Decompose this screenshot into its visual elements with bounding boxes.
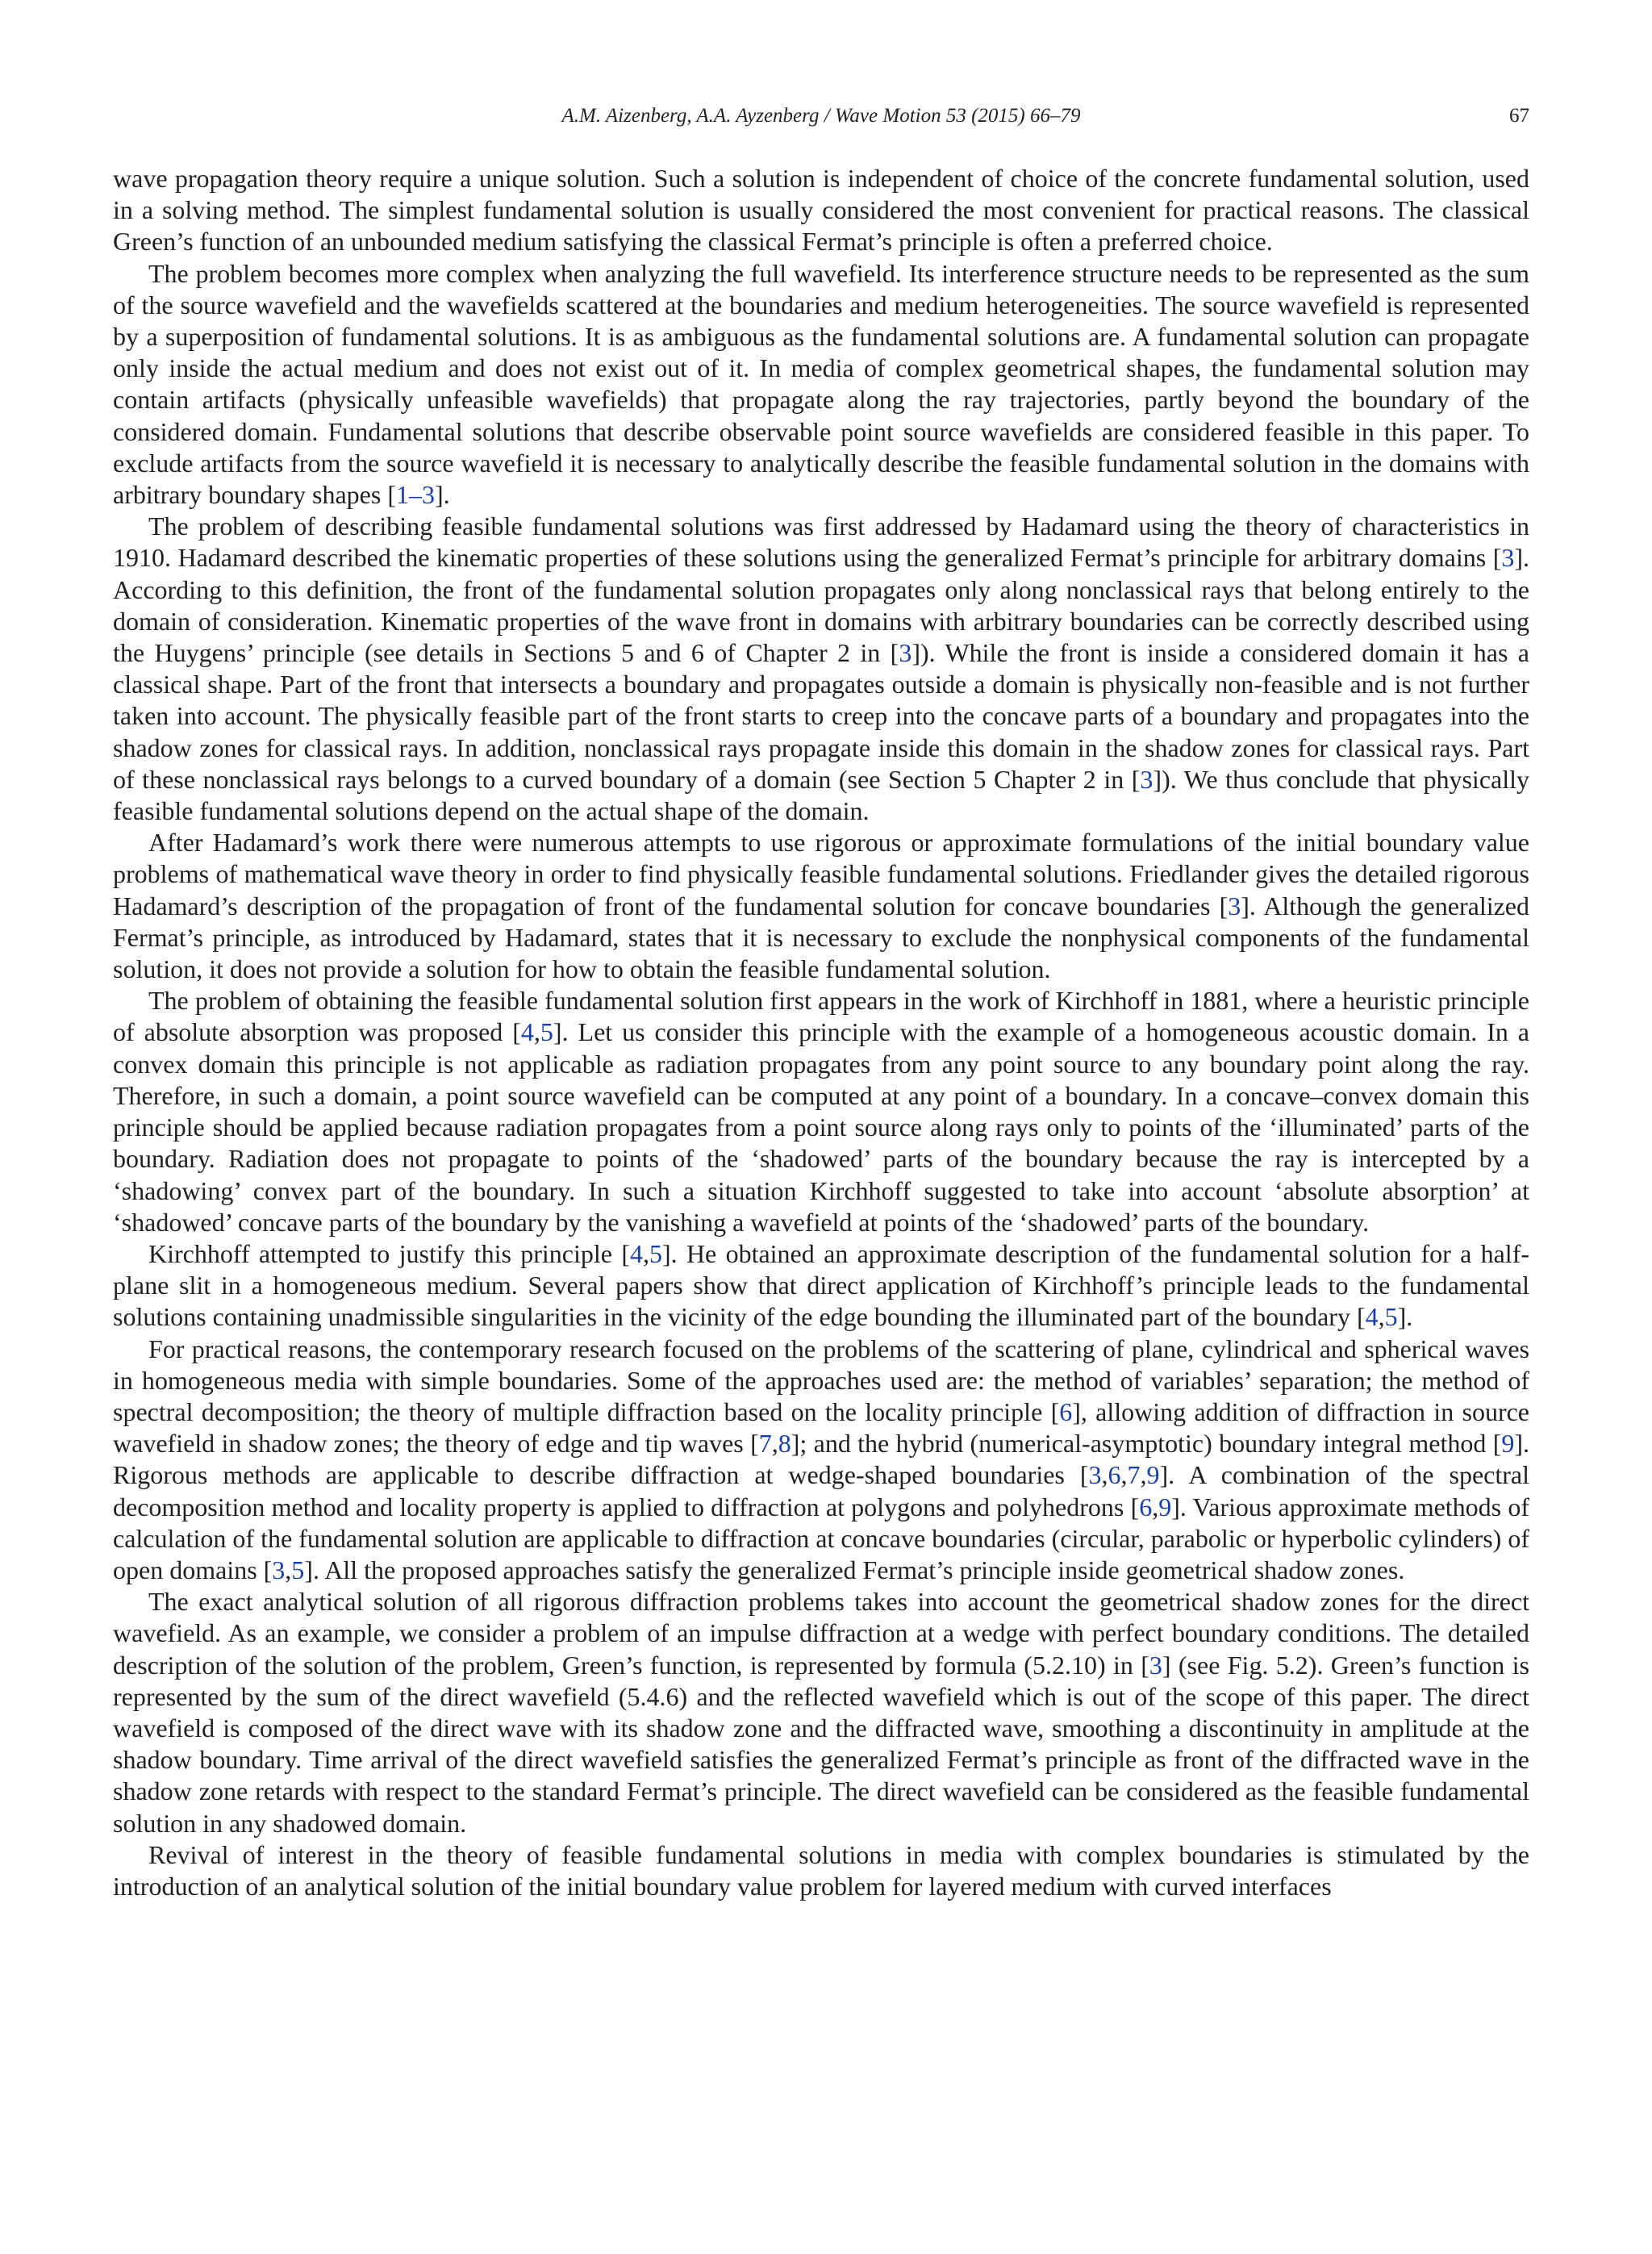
paragraph bbox=[113, 1238, 1529, 1334]
paragraph-text: The problem becomes more complex when analyzing the full wavefield. Its interference structure needs to be represented as the sum of the source wavefield and the wavefields scattered at the boundaries and medium heterogeneities. The source wavefield is represented by a superposition of fundamental solutions. It is as ambiguous as the fundamental solutions are. A fundamental solution can propagate only inside the actual medium and does not exist out of it. In media of complex geometrical shapes, the fundamental solution may contain artifacts (physically unfeasible wavefields) that propagate along the ray trajectories, partly beyond the boundary of the considered domain. Fundamental solutions that describe observable point source wavefields are considered feasible in this paper. To exclude artifacts from the source wavefield it is necessary to analytically describe the feasible fundamental solution in the domains with arbitrary boundary shapes [ bbox=[113, 258, 1529, 510]
citation-link[interactable]: 8 bbox=[778, 1429, 791, 1459]
citation-link[interactable]: 3 bbox=[1228, 891, 1241, 920]
paragraph-text: , bbox=[642, 1238, 649, 1268]
citation-link[interactable]: 4 bbox=[629, 1238, 643, 1268]
citation-link[interactable]: 1–3 bbox=[395, 480, 435, 510]
citation-link[interactable]: 5 bbox=[540, 1017, 553, 1047]
paragraph-text: , bbox=[285, 1555, 292, 1584]
paragraph-text: ]. He obtained an approximate description of the fundamental solution for a half-plane slit in a homogeneous medium. Several papers show that direct application of Kirchhoff’s principle leads to the fundamental solutions containing unadmissible singularities in the vicinity of the edge bounding the illuminated part of the boundary [ bbox=[113, 1238, 1529, 1332]
paragraph-text: ]. According to this definition, the front of the fundamental solution propagates only along nonclassical rays that belong entirely to the domain of consideration. Kinematic properties of the wave front in domains with arbitrary boundaries can be correctly described using the Huygens’ principle (see details in Sections 5 and 6 of Chapter 2 in [ bbox=[113, 543, 1529, 668]
citation-link[interactable]: 9 bbox=[1146, 1460, 1160, 1490]
citation-link[interactable]: 4 bbox=[520, 1017, 534, 1047]
paragraph-text: ]; and the hybrid (numerical-asymptotic) boundary integral method [ bbox=[791, 1429, 1502, 1459]
citation-link[interactable]: 6 bbox=[1108, 1460, 1121, 1490]
paragraph-text: ]. bbox=[434, 480, 450, 510]
citation-link[interactable]: 7 bbox=[758, 1429, 772, 1459]
paragraph-text: Revival of interest in the theory of feasible fundamental solutions in media with complex boundaries is stimulated by the introduction of an analytical solution of the initial boundary value problem for layered medium with curved interfaces bbox=[113, 1839, 1529, 1901]
paragraph bbox=[113, 163, 1529, 258]
paragraph-text: , bbox=[771, 1429, 778, 1459]
paragraph bbox=[113, 827, 1529, 985]
running-header bbox=[113, 100, 1529, 132]
paragraph-text: , bbox=[1120, 1460, 1128, 1490]
citation-link[interactable]: 6 bbox=[1139, 1492, 1153, 1521]
paragraph-text: ]). While the front is inside a considered domain it has a classical shape. Part of the front that intersects a boundary and propagates outside a domain is physically non-feasible and is not further taken into account. The physically feasible part of the front starts to creep into the concave parts of a boundary and propagates into the shadow zones for classical rays. In addition, nonclassical rays propagate inside this domain in the shadow zones for classical rays. Part of these nonclassical rays belongs to a curved boundary of a domain (see Section 5 Chapter 2 in [ bbox=[113, 638, 1530, 794]
paragraph-text: ]. Various approximate methods of calculation of the fundamental solution are applicable to diffraction at concave boundaries (circular, parabolic or hyperbolic cylinders) of open domains [ bbox=[113, 1492, 1530, 1584]
paragraph-text: ]. Although the generalized Fermat’s principle, as introduced by Hadamard, states that it is necessary to exclude the nonphysical components of the fundamental solution, it does not provide a solution for how to obtain the feasible fundamental solution. bbox=[113, 891, 1530, 984]
paragraph-text: Kirchhoff attempted to justify this principle [ bbox=[148, 1238, 630, 1268]
page-number: 67 bbox=[1509, 105, 1529, 127]
paragraph-text: The problem of obtaining the feasible fundamental solution first appears in the work of Kirchhoff in 1881, where a heuristic principle of absolute absorption was proposed [ bbox=[113, 986, 1529, 1047]
paragraph-text: ]. A combination of the spectral decomposition method and locality property is applied to diffraction at polygons and polyhedrons [ bbox=[113, 1460, 1530, 1521]
citation-link[interactable]: 3 bbox=[1140, 764, 1153, 794]
citation-link[interactable]: 3 bbox=[899, 638, 912, 668]
citation-link[interactable]: 4 bbox=[1365, 1302, 1379, 1332]
citation-link[interactable]: 3 bbox=[1149, 1650, 1162, 1680]
running-title: A.M. Aizenberg, A.A. Ayzenberg / Wave Motion 53 (2015) 66–79 bbox=[561, 105, 1081, 127]
citation-link[interactable]: 7 bbox=[1127, 1460, 1141, 1490]
paragraph bbox=[113, 511, 1529, 827]
paragraph-text: ]. Rigorous methods are applicable to describe diffraction at wedge-shaped boundaries [ bbox=[113, 1429, 1530, 1490]
paragraph-text: ]. Let us consider this principle with the example of a homogeneous acoustic domain. In a convex domain this principle is not applicable as radiation propagates from any point source to any boundary point along the ray. Therefore, in such a domain, a point source wavefield can be computed at any point of a boundary. In a concave–convex domain this principle should be applied because radiation propagates from a point source along rays only to points of the ‘illuminated’ parts of the boundary. Radiation does not propagate to points of the ‘shadowed’ parts of the boundary because the ray is intercepted by a ‘shadowing’ convex part of the boundary. In such a situation Kirchhoff suggested to take into account ‘absolute absorption’ at ‘shadowed’ concave parts of the boundary by the vanishing a wavefield at points of the ‘shadowed’ parts of the boundary. bbox=[113, 1017, 1530, 1237]
citation-link[interactable]: 5 bbox=[1384, 1302, 1398, 1332]
paragraph-text: The problem of describing feasible fundamental solutions was first addressed by Hadamard using the theory of characteristics in 1910. Hadamard described the kinematic properties of these solutions using the generalized Fermat’s principle for arbitrary domains [ bbox=[113, 511, 1529, 573]
paragraph-text: , bbox=[1101, 1460, 1108, 1490]
paragraph-text: ]. bbox=[1397, 1302, 1413, 1332]
paragraph-text: , bbox=[1140, 1460, 1147, 1490]
citation-link[interactable]: 5 bbox=[649, 1238, 662, 1268]
paragraph bbox=[113, 985, 1529, 1238]
citation-link[interactable]: 9 bbox=[1501, 1429, 1515, 1459]
citation-link[interactable]: 6 bbox=[1059, 1396, 1073, 1426]
paragraph-text: , bbox=[533, 1017, 540, 1047]
paragraph-text: The exact analytical solution of all rigorous diffraction problems takes into account the geometrical shadow zones for the direct wavefield. As an example, we consider a problem of an impulse diffraction at a wedge with perfect boundary conditions. The detailed description of the solution of the problem, Green’s function, is represented by formula (5.2.10) in [ bbox=[113, 1587, 1529, 1680]
paragraph bbox=[113, 1334, 1529, 1587]
paragraph-text: , bbox=[1378, 1302, 1385, 1332]
citation-link[interactable]: 3 bbox=[1501, 543, 1515, 573]
paragraph bbox=[113, 1586, 1529, 1839]
journal-page bbox=[113, 0, 1529, 2254]
paragraph-text: wave propagation theory require a unique solution. Such a solution is independent of choice of the concrete fundamental solution, used in a solving method. The simplest fundamental solution is usually considered the most convenient for practical reasons. The classical Green’s function of an unbounded medium satisfying the classical Fermat’s principle is often a preferred choice. bbox=[113, 164, 1529, 257]
paragraph-text: ], allowing addition of diffraction in source wavefield in shadow zones; the theory of edge and tip waves [ bbox=[113, 1396, 1529, 1459]
paragraph bbox=[113, 1839, 1529, 1902]
paragraph bbox=[113, 258, 1529, 511]
paragraph-text: ]). We thus conclude that physically feasible fundamental solutions depend on the actual shape of the domain. bbox=[113, 764, 1530, 826]
citation-link[interactable]: 3 bbox=[1088, 1460, 1102, 1490]
paragraph-text: , bbox=[1152, 1492, 1159, 1521]
citation-link[interactable]: 9 bbox=[1158, 1492, 1172, 1521]
citation-link[interactable]: 5 bbox=[291, 1555, 305, 1584]
paragraph-text: After Hadamard’s work there were numerous attempts to use rigorous or approximate formulations of the initial boundary value problems of mathematical wave theory in order to find physically feasible fundamental solutions. Friedlander gives the detailed rigorous Hadamard’s description of the propagation of front of the fundamental solution for concave boundaries [ bbox=[113, 828, 1529, 920]
paragraph-text: ] (see Fig. 5.2). Green’s function is represented by the sum of the direct wavefield (5.4.6) and the reflected wavefield which is out of the scope of this paper. The direct wavefield is composed of the direct wave with its shadow zone and the diffracted wave, smoothing a discontinuity in amplitude at the shadow boundary. Time arrival of the direct wavefield satisfies the generalized Fermat’s principle as front of the diffracted wave in the shadow zone retards with respect to the standard Fermat’s principle. The direct wavefield can be considered as the feasible fundamental solution in any shadowed domain. bbox=[113, 1650, 1530, 1838]
paragraph-text: ]. All the proposed approaches satisfy the generalized Fermat’s principle inside geometrical shadow zones. bbox=[304, 1555, 1405, 1584]
article-body bbox=[113, 163, 1529, 1902]
citation-link[interactable]: 3 bbox=[272, 1555, 286, 1584]
paragraph-text: For practical reasons, the contemporary research focused on the problems of the scattering of plane, cylindrical and spherical waves in homogeneous media with simple boundaries. Some of the approaches used are: the method of variables’ separation; the method of spectral decomposition; the theory of multiple diffraction based on the locality principle [ bbox=[113, 1334, 1529, 1426]
